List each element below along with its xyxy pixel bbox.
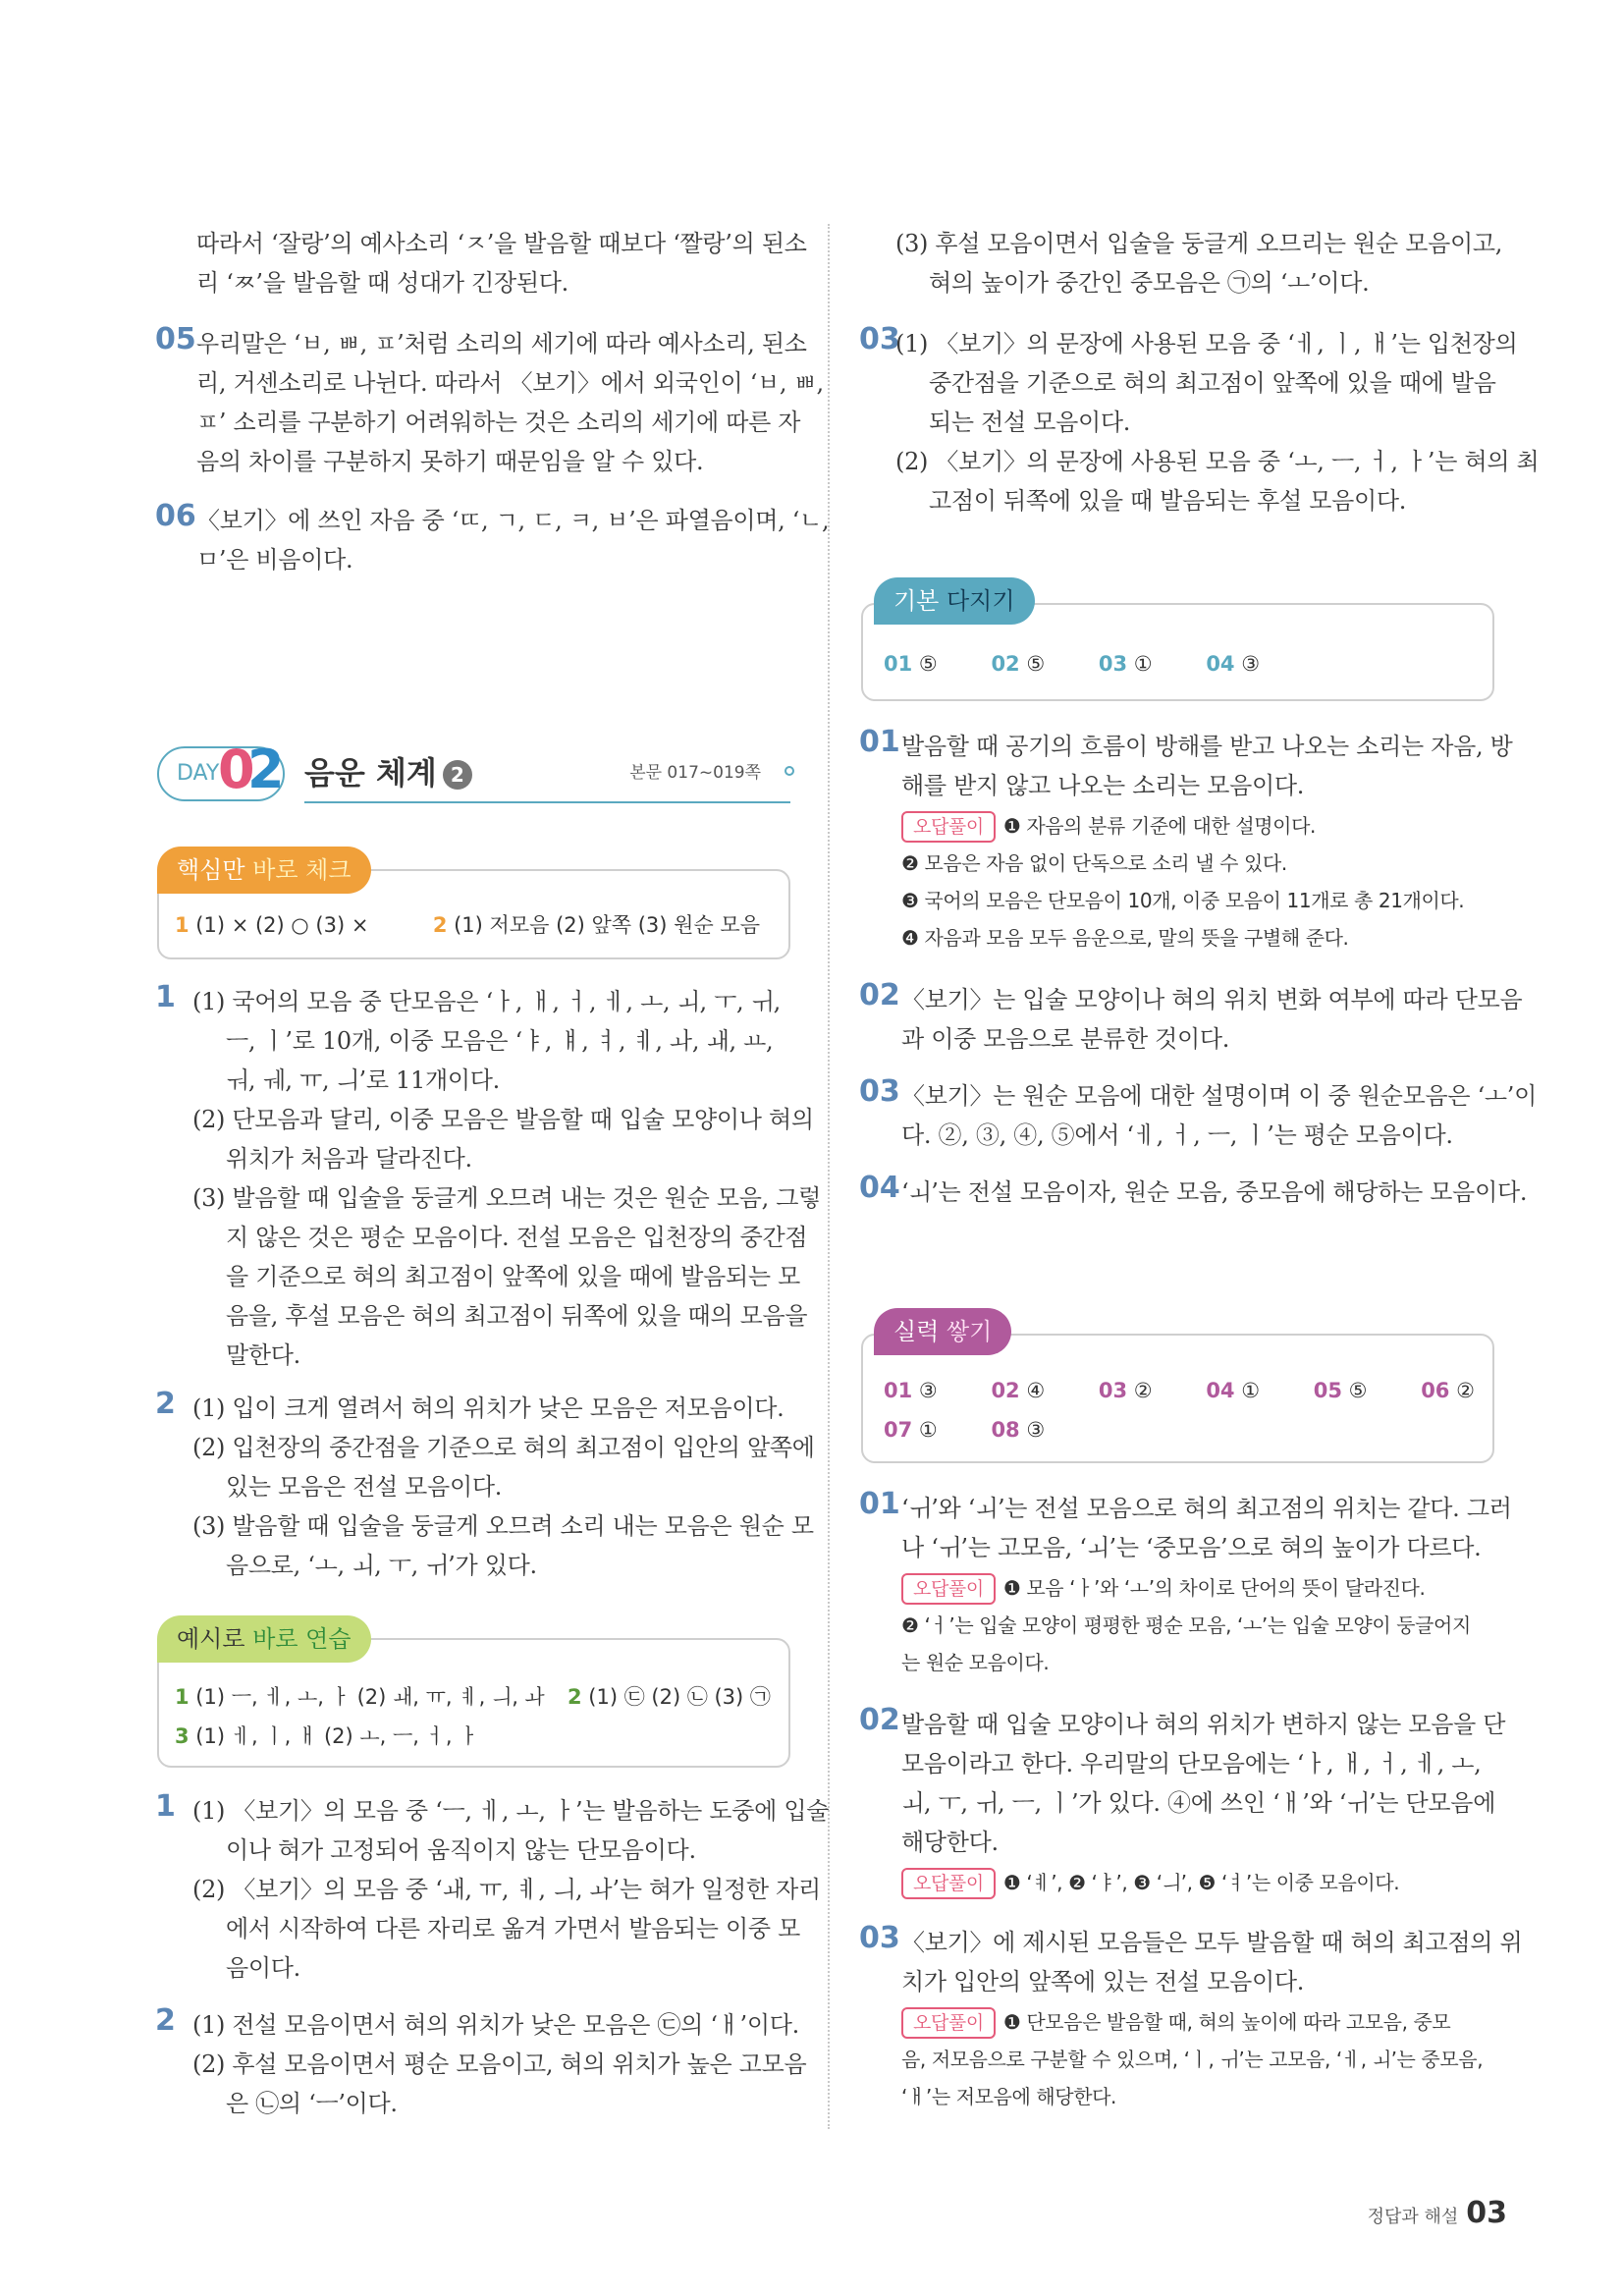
example-answer-1-number: 1 — [175, 1685, 189, 1709]
example-explanation-number-2: 2 — [155, 2003, 176, 2038]
b01-note-2: ❷ 모음은 자음 없이 단독으로 소리 낼 수 있다. — [901, 851, 1287, 875]
footer-label: 정답과 해설 — [1367, 2207, 1459, 2227]
b01-note-1 — [901, 807, 1316, 845]
example-tag-text-1: 예시로 — [177, 1625, 253, 1653]
e1-line-5: 음이다. — [226, 1954, 300, 1982]
example-answer-3: (1) ㅔ, ㅣ, ㅐ (2) ㅗ, ㅡ, ㅓ, ㅏ — [189, 1724, 479, 1748]
basic-tag — [874, 577, 1035, 625]
s03-note-1 — [901, 2003, 1450, 2041]
example-answer-2-number: 2 — [568, 1685, 582, 1709]
q03-line-2: 중간점을 기준으로 혀의 최고점이 앞쪽에 있을 때에 발음 — [929, 369, 1496, 397]
c1-line-7: 지 않은 것은 평순 모음이다. 전설 모음은 입천장의 중간점 — [226, 1224, 808, 1251]
q03-line-3: 되는 전설 모음이다. — [929, 409, 1131, 436]
basic-answer-02-number: 02 — [991, 652, 1020, 676]
q06-line-1: 〈보기〉에 쓰인 자음 중 ‘ㄸ, ㄱ, ㄷ, ㅋ, ㅂ’은 파열음이며, ‘ㄴ, — [196, 507, 830, 534]
page-number: 03 — [1466, 2196, 1507, 2230]
s01-note-1-text: ❶ 모음 ‘ㅏ’와 ‘ㅗ’의 차이로 단어의 뜻이 달라진다. — [1002, 1576, 1426, 1600]
skill-answer-03-number: 03 — [1098, 1379, 1128, 1402]
day-number-digit-1: 0 — [218, 738, 255, 800]
skill-tag-text-2: 쌓기 — [947, 1318, 993, 1345]
basic-tag-text-1: 기본 — [893, 587, 947, 615]
s02-line-4: 해당한다. — [901, 1829, 999, 1856]
skill-answer-01-number: 01 — [884, 1379, 913, 1402]
c1-line-8: 을 기준으로 혀의 최고점이 앞쪽에 있을 때에 발음되는 모 — [226, 1263, 800, 1290]
s03-note-3: ‘ㅐ’는 저모음에 해당한다. — [901, 2085, 1116, 2108]
e1-line-3: (2) 〈보기〉의 모음 중 ‘ㅙ, ㅠ, ㅖ, ㅢ, ㅘ’는 혀가 일정한 자리 — [192, 1876, 821, 1903]
q05-line-1: 우리말은 ‘ㅂ, ㅃ, ㅍ’처럼 소리의 세기에 따라 예사소리, 된소 — [196, 330, 807, 357]
e2-line-3: 은 ㉡의 ‘ㅡ’이다. — [226, 2090, 398, 2117]
wrong-answer-badge: 오답풀이 — [901, 2007, 996, 2039]
e1-line-4: 에서 시작하여 다른 자리로 옮겨 가면서 발음되는 이중 모 — [226, 1915, 800, 1942]
s03-line-1: 〈보기〉에 제시된 모음들은 모두 발음할 때 혀의 최고점의 위 — [901, 1929, 1523, 1956]
basic-number-03: 03 — [859, 1074, 900, 1109]
c1-line-9: 음을, 후설 모음은 혀의 최고점이 뒤쪽에 있을 때의 모음을 — [226, 1302, 808, 1330]
core-answer-2-number: 2 — [432, 913, 448, 937]
c1-line-6: (3) 발음할 때 입술을 둥글게 오므려 내는 것은 원순 모음, 그렇 — [192, 1184, 822, 1212]
basic-answer-03: ① — [1133, 652, 1153, 676]
wrong-answer-badge: 오답풀이 — [901, 811, 996, 843]
day-title-text: 음운 체계 — [304, 754, 437, 792]
intro-line-1: 따라서 ‘잘랑’의 예사소리 ‘ㅈ’을 발음할 때보다 ‘짤랑’의 된소 — [196, 230, 807, 257]
s01-note-3: 는 원순 모음이다. — [901, 1651, 1050, 1674]
skill-answer-04-number: 04 — [1206, 1379, 1235, 1402]
example-practice-tag — [157, 1615, 371, 1663]
basic-answers — [884, 652, 1260, 676]
page-footer — [1368, 2196, 1507, 2230]
b02-line-2: 과 이중 모음으로 분류한 것이다. — [901, 1025, 1230, 1053]
b01-note-3: ❸ 국어의 모음은 단모음이 10개, 이중 모음이 11개로 총 21개이다. — [901, 889, 1465, 912]
basic-number-01: 01 — [859, 725, 900, 759]
core-answer-2: (1) 저모음 (2) 앞쪽 (3) 원순 모음 — [447, 913, 760, 937]
c1-line-1: (1) 국어의 모음 중 단모음은 ‘ㅏ, ㅐ, ㅓ, ㅔ, ㅗ, ㅚ, ㅜ, ㅟ, — [192, 988, 781, 1015]
skill-answer-01: ③ — [918, 1379, 938, 1402]
b04-line-1: ‘ㅚ’는 전설 모음이자, 원순 모음, 중모음에 해당하는 모음이다. — [901, 1178, 1528, 1206]
b01-line-1: 발음할 때 공기의 흐름이 방해를 받고 나오는 소리는 자음, 방 — [901, 733, 1513, 760]
e2-line-1: (1) 전설 모음이면서 혀의 위치가 낮은 모음은 ㉢의 ‘ㅐ’이다. — [192, 2011, 799, 2039]
skill-number-03: 03 — [859, 1921, 900, 1955]
example-answer-2: (1) ㉢ (2) ㉡ (3) ㉠ — [581, 1685, 771, 1709]
c1-line-2: ㅡ, ㅣ’로 10개, 이중 모음은 ‘ㅑ, ㅒ, ㅕ, ㅖ, ㅘ, ㅙ, ㅛ, — [226, 1027, 774, 1055]
b01-line-2: 해를 받지 않고 나오는 소리는 모음이다. — [901, 772, 1305, 799]
example-answers-row-2 — [175, 1721, 479, 1750]
c2-line-1: (1) 입이 크게 열려서 혀의 위치가 낮은 모음은 저모음이다. — [192, 1394, 784, 1422]
c1-line-5: 위치가 처음과 달라진다. — [226, 1145, 472, 1173]
c1-line-3: ㅝ, ㅞ, ㅠ, ㅢ’로 11개이다. — [226, 1066, 500, 1094]
core-answer-1: (1) × (2) ○ (3) × — [189, 913, 369, 937]
b01-note-4: ❹ 자음과 모음 모두 음운으로, 말의 뜻을 구별해 준다. — [901, 926, 1349, 950]
day-header-rule — [304, 801, 790, 803]
core-check-tag — [157, 847, 371, 894]
skill-tag-text-1: 실력 — [893, 1318, 947, 1345]
example-explanation-number-1: 1 — [155, 1789, 176, 1824]
e1-line-2: 이나 혀가 고정되어 움직이지 않는 단모음이다. — [226, 1836, 696, 1864]
skill-answer-07: ① — [918, 1418, 938, 1442]
core-explanation-number-1: 1 — [155, 980, 176, 1014]
b03-line-1: 〈보기〉는 원순 모음에 대한 설명이며 이 중 원순모음은 ‘ㅗ’이 — [901, 1082, 1538, 1110]
b02-line-1: 〈보기〉는 입술 모양이나 혀의 위치 변화 여부에 따라 단모음 — [901, 986, 1523, 1013]
s01-note-1 — [901, 1569, 1425, 1607]
basic-answer-04-number: 04 — [1206, 652, 1235, 676]
s03-note-1-text: ❶ 단모음은 발음할 때, 혀의 높이에 따라 고모음, 중모 — [1002, 2010, 1451, 2034]
basic-answer-02: ⑤ — [1026, 652, 1046, 676]
basic-number-04: 04 — [859, 1171, 900, 1205]
day-title-circle-number: 2 — [443, 760, 472, 790]
s02-line-3: ㅚ, ㅜ, ㅟ, ㅡ, ㅣ’가 있다. ④에 쓰인 ‘ㅐ’와 ‘ㅟ’는 단모음에 — [901, 1789, 1496, 1817]
question-number-03: 03 — [859, 322, 900, 356]
day-header — [157, 738, 790, 803]
example-answer-1: (1) ㅡ, ㅔ, ㅗ, ㅏ (2) ㅙ, ㅠ, ㅖ, ㅢ, ㅘ — [189, 1685, 545, 1709]
q05-line-3: ㅍ’ 소리를 구분하기 어려워하는 것은 소리의 세기에 따른 자 — [196, 409, 801, 436]
b01-note-1-text: ❶ 자음의 분류 기준에 대한 설명이다. — [1002, 814, 1316, 838]
day-label: DAY — [177, 761, 220, 786]
q05-line-4: 음의 차이를 구분하지 못하기 때문임을 알 수 있다. — [196, 448, 704, 475]
textbook-page-reference: 본문 017~019쪽 — [629, 763, 761, 783]
q03-line-5: 고점이 뒤쪽에 있을 때 발음되는 후설 모음이다. — [929, 487, 1407, 515]
basic-tag-text-2: 다지기 — [947, 587, 1015, 615]
basic-answer-04: ③ — [1241, 652, 1261, 676]
skill-tag — [874, 1308, 1011, 1355]
c2-line-2: (2) 입천장의 중간점을 기준으로 혀의 최고점이 입안의 앞쪽에 — [192, 1434, 815, 1461]
skill-number-01: 01 — [859, 1487, 900, 1521]
core-explanation-number-2: 2 — [155, 1387, 176, 1421]
skill-answer-07-number: 07 — [884, 1418, 913, 1442]
s01-line-2: 나 ‘ㅟ’는 고모음, ‘ㅚ’는 ‘중모음’으로 혀의 높이가 다르다. — [901, 1534, 1482, 1561]
basic-answer-01: ⑤ — [918, 652, 938, 676]
skill-answer-06: ② — [1456, 1379, 1475, 1402]
skill-answer-04: ① — [1241, 1379, 1261, 1402]
s02-note-1-text: ❶ ‘ㅖ’, ❷ ‘ㅑ’, ❸ ‘ㅢ’, ❺ ‘ㅕ’는 이중 모음이다. — [1002, 1871, 1400, 1894]
q03-line-4: (2) 〈보기〉의 문장에 사용된 모음 중 ‘ㅗ, ㅡ, ㅓ, ㅏ’는 혀의 최 — [895, 448, 1540, 475]
skill-number-02: 02 — [859, 1703, 900, 1737]
wrong-answer-badge: 오답풀이 — [901, 1573, 996, 1605]
skill-answers-row-2 — [884, 1418, 1045, 1442]
c2-line-4: (3) 발음할 때 입술을 둥글게 오므려 소리 내는 모음은 원순 모 — [192, 1512, 814, 1540]
s01-line-1: ‘ㅟ’와 ‘ㅚ’는 전설 모음으로 혀의 최고점의 위치는 같다. 그러 — [901, 1495, 1512, 1522]
s03-note-2: 음, 저모음으로 구분할 수 있으며, ‘ㅣ, ㅟ’는 고모음, ‘ㅔ, ㅚ’는 중모음, — [901, 2048, 1484, 2071]
wrong-answer-badge: 오답풀이 — [901, 1868, 996, 1899]
e2-line-2: (2) 후설 모음이면서 평순 모음이고, 혀의 위치가 높은 고모음 — [192, 2050, 807, 2078]
c2-line-5: 음으로, ‘ㅗ, ㅚ, ㅜ, ㅟ’가 있다. — [226, 1552, 537, 1579]
core-answer-1-number: 1 — [175, 913, 189, 937]
example-answer-3-number: 3 — [175, 1724, 189, 1748]
c1-line-10: 말한다. — [226, 1341, 300, 1369]
s03-line-2: 치가 입안의 앞쪽에 있는 전설 모음이다. — [901, 1968, 1305, 1995]
s02-line-1: 발음할 때 입술 모양이나 혀의 위치가 변하지 않는 모음을 단 — [901, 1711, 1506, 1738]
day-header-rule-end-dot — [784, 766, 794, 776]
b03-line-2: 다. ②, ③, ④, ⑤에서 ‘ㅔ, ㅓ, ㅡ, ㅣ’는 평순 모음이다. — [901, 1121, 1453, 1149]
c1-line-4: (2) 단모음과 달리, 이중 모음은 발음할 때 입술 모양이나 혀의 — [192, 1106, 814, 1133]
skill-answer-05-number: 05 — [1313, 1379, 1342, 1402]
example-answers-row-1b — [568, 1681, 771, 1711]
core-tag-text-2: 바로 체크 — [252, 856, 352, 884]
e1-line-1: (1) 〈보기〉의 모음 중 ‘ㅡ, ㅔ, ㅗ, ㅏ’는 발음하는 도중에 입술 — [192, 1797, 830, 1825]
q05-line-2: 리, 거센소리로 나뉜다. 따라서 〈보기〉에서 외국인이 ‘ㅂ, ㅃ, — [196, 369, 824, 397]
question-number-05: 05 — [155, 322, 196, 356]
q03-line-1: (1) 〈보기〉의 문장에 사용된 모음 중 ‘ㅔ, ㅣ, ㅐ’는 입천장의 — [895, 330, 1518, 357]
basic-number-02: 02 — [859, 978, 900, 1012]
skill-answer-03: ② — [1133, 1379, 1153, 1402]
day-number-digit-2: 2 — [247, 738, 285, 800]
s02-line-2: 모음이라고 한다. 우리말의 단모음에는 ‘ㅏ, ㅐ, ㅓ, ㅔ, ㅗ, — [901, 1750, 1482, 1777]
day-title — [304, 748, 472, 793]
question-number-06: 06 — [155, 499, 196, 533]
s02-note-1 — [901, 1864, 1399, 1901]
skill-answer-02: ④ — [1026, 1379, 1046, 1402]
skill-answer-06-number: 06 — [1421, 1379, 1450, 1402]
example-tag-text-2: 바로 연습 — [252, 1625, 352, 1653]
core-answers — [175, 909, 760, 939]
s01-note-2: ❷ ‘ㅓ’는 입술 모양이 평평한 평순 모음, ‘ㅗ’는 입술 모양이 둥글어지 — [901, 1613, 1471, 1637]
example-answers-row-1 — [175, 1681, 545, 1711]
skill-answer-02-number: 02 — [991, 1379, 1020, 1402]
intro-line-2: 리 ‘ㅉ’을 발음할 때 성대가 긴장된다. — [196, 269, 569, 297]
skill-answers-row-1 — [884, 1379, 1475, 1402]
core-tag-text-1: 핵심만 — [177, 856, 253, 884]
basic-answer-01-number: 01 — [884, 652, 913, 676]
basic-answer-03-number: 03 — [1098, 652, 1128, 676]
c2-line-3: 있는 모음은 전설 모음이다. — [226, 1473, 503, 1501]
skill-answer-08-number: 08 — [991, 1418, 1020, 1442]
skill-answer-08: ③ — [1026, 1418, 1046, 1442]
top-line-1: (3) 후설 모음이면서 입술을 둥글게 오므리는 원순 모음이고, — [895, 230, 1503, 257]
skill-answer-05: ⑤ — [1348, 1379, 1368, 1402]
top-line-2: 혀의 높이가 중간인 중모음은 ㉠의 ‘ㅗ’이다. — [929, 269, 1370, 297]
q06-line-2: ㅁ’은 비음이다. — [196, 546, 353, 574]
